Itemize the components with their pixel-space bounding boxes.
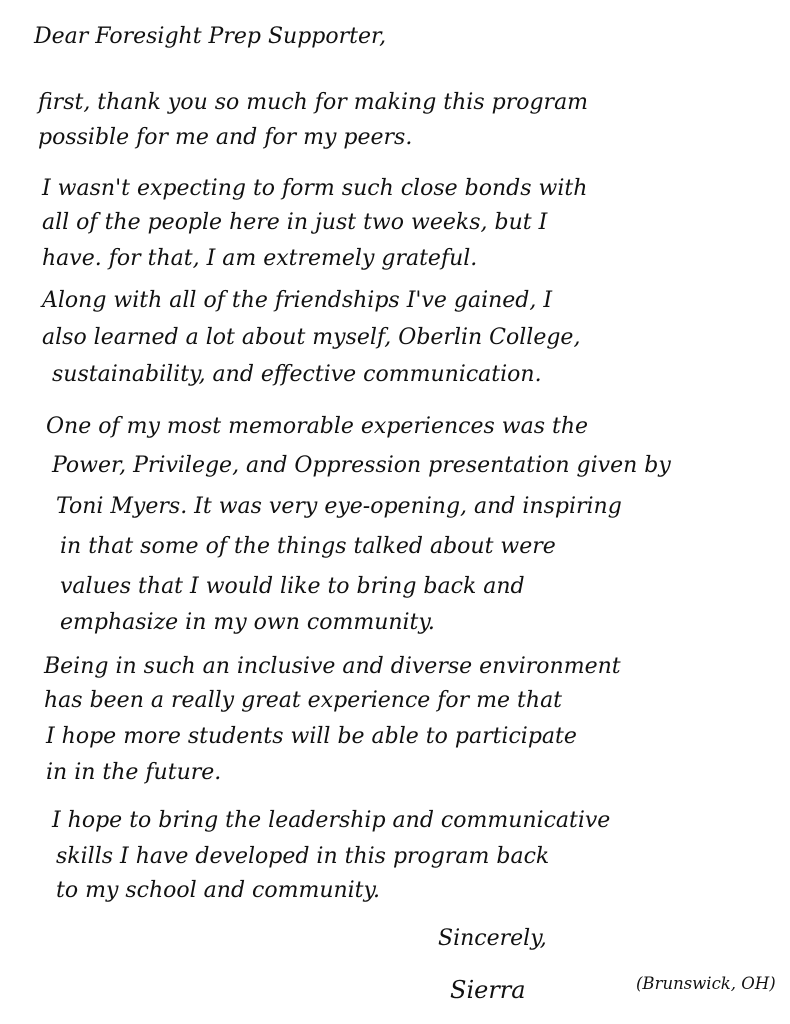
paragraph-1-line-1: first, thank you so much for making this program	[38, 90, 589, 115]
paragraph-4-line-2: Power, Privilege, and Oppression presentation given by	[52, 453, 671, 478]
paragraph-3-line-2: also learned a lot about myself, Oberlin College,	[42, 325, 581, 350]
paragraph-2-line-2: all of the people here in just two weeks, but I	[42, 210, 548, 235]
paragraph-6-line-2: skills I have developed in this program back	[56, 844, 550, 869]
paragraph-2-line-1: I wasn't expecting to form such close bonds with	[42, 176, 588, 201]
paragraph-5-line-4: in in the future.	[46, 760, 222, 785]
paragraph-3-line-3: sustainability, and effective communication.	[52, 362, 542, 387]
paragraph-1-line-2: possible for me and for my peers.	[38, 125, 413, 150]
paragraph-4-line-4: in that some of the things talked about were	[60, 534, 556, 559]
paragraph-4-line-3: Toni Myers. It was very eye-opening, and inspiring	[56, 494, 622, 519]
paragraph-4-line-1: One of my most memorable experiences was the	[46, 414, 589, 439]
paragraph-4-line-5: values that I would like to bring back and	[60, 574, 525, 599]
closing: Sincerely,	[438, 926, 547, 951]
signature: Sierra	[450, 976, 526, 1004]
paragraph-5-line-1: Being in such an inclusive and diverse environment	[44, 654, 621, 679]
location-note: (Brunswick, OH)	[636, 974, 776, 993]
paragraph-2-line-3: have. for that, I am extremely grateful.	[42, 246, 478, 271]
paragraph-6-line-1: I hope to bring the leadership and communicative	[52, 808, 611, 833]
salutation: Dear Foresight Prep Supporter,	[34, 24, 387, 49]
paragraph-6-line-3: to my school and community.	[56, 878, 381, 903]
paragraph-5-line-2: has been a really great experience for me that	[44, 688, 563, 713]
paragraph-4-line-6: emphasize in my own community.	[60, 610, 435, 635]
paragraph-5-line-3: I hope more students will be able to participate	[46, 724, 577, 749]
paragraph-3-line-1: Along with all of the friendships I've gained, I	[42, 288, 553, 313]
